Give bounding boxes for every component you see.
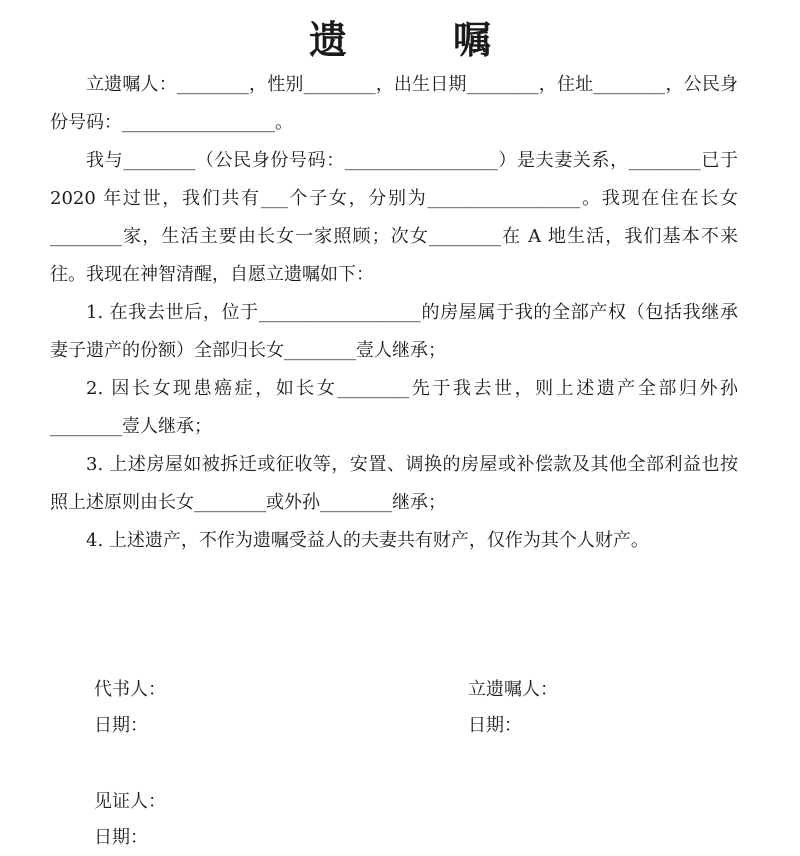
document-title: 遗 嘱 [308,17,525,62]
witness-date-label: 日期： [94,827,148,848]
scrivener-block [94,672,166,744]
scrivener-date-label: 日期： [94,715,148,736]
testator-block [468,672,558,744]
paragraph-clause-4: 4. 上述遗产，不作为遗嘱受益人的夫妻共有财产，仅作为其个人财产。 [86,530,649,551]
witness-label: 见证人： [94,791,166,812]
document-body [50,66,738,560]
paragraph-testator-info: 立遗嘱人：________，性别________，出生日期________，住址________，公民身份号码：_________________。 [50,74,738,133]
testator-date-label: 日期： [468,715,522,736]
testator-label: 立遗嘱人： [468,679,558,700]
paragraph-clause-3: 3. 上述房屋如被拆迁或征收等，安置、调换的房屋或补偿款及其他全部利益也按照上述原则由长女________或外孙________继承； [50,454,738,513]
paragraph-clause-1: 1. 在我去世后，位于__________________的房屋属于我的全部产权（包括我继承妻子遗产的份额）全部归长女________壹人继承； [50,302,738,361]
witness-block [94,784,166,856]
scrivener-label: 代书人： [94,679,166,700]
paragraph-family-info: 我与________（公民身份号码：_________________）是夫妻关系，________已于 2020 年过世，我们共有___个子女，分别为_________________。我现在住在长女________家，生活主要由长女一家照顾；次女________在 A 地生活，我们基本不来往。我现在神智清醒，自愿立遗嘱如下： [50,150,738,285]
paragraph-clause-2: 2. 因长女现患癌症，如长女________先于我去世，则上述遗产全部归外孙________壹人继承； [50,378,738,437]
